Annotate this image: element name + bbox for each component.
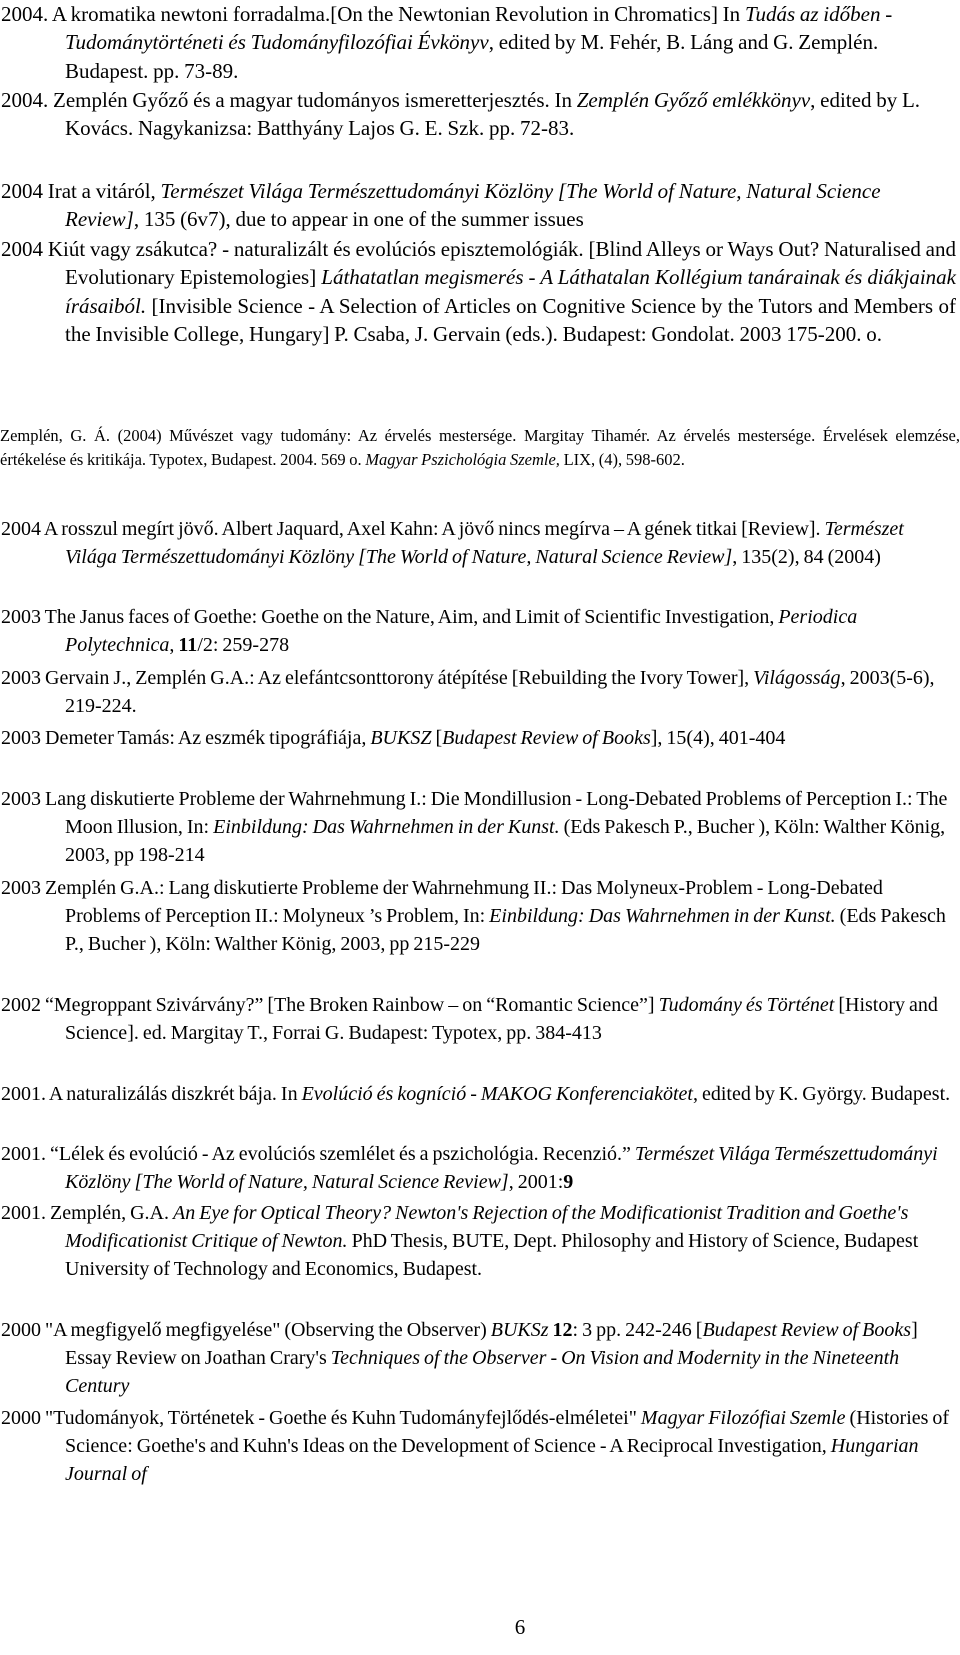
bibliography-entry [1, 874, 956, 959]
bibliography-entry [1, 603, 956, 659]
entry-text: 2001. “Lélek és evolúció - Az evolúciós szemlélet és a pszichológia. Recenzió.” [1, 1143, 635, 1165]
bibliography-entry [1, 1404, 956, 1489]
entry-text: , 135(2), 84 (2004) [732, 546, 881, 569]
bibliography-entry [1, 991, 956, 1047]
bibliography-entry [1, 177, 956, 234]
entry-text: 2003 The Janus faces of Goethe: Goethe on the Nature, Aim, and Limit of Scientific Investigation, [1, 606, 779, 628]
entry-text: , 2001: [508, 1171, 564, 1194]
entry-text: 2001. A naturalizálás diszkrét bája. In [1, 1083, 302, 1105]
italic-title: Budapest Review of Books [702, 1319, 912, 1341]
entry-text: 2003 Gervain J., Zemplén G.A.: Az elefántcsonttorony átépítése [Rebuilding the Ivory Tower], [1, 667, 754, 689]
entry-text: PhD Thesis, BUTE, Dept. Philosophy and History of Science, Budapest University of Technology and Economics, Budapest. [65, 1230, 919, 1281]
entry-text: 2004. A kromatika newtoni forradalma.[On the Newtonian Revolution in Chromatics] In [1, 2, 745, 26]
italic-title: An Eye for Optical Theory? Newton's Rejection of the Modificationist Tradition and Goethe's Modificationist Critique of Newton. [65, 1202, 909, 1253]
entry-text: , edited by L. Kovács. Nagykanizsa: Batthyány Lajos G. E. Szk. pp. 72-83. [65, 88, 921, 141]
bibliography-entry [1, 1316, 956, 1401]
entry-text: 2004. Zemplén Győző és a magyar tudományos ismeretterjesztés. In [1, 88, 577, 112]
italic-title: Zemplén Győző emlékkönyv [576, 88, 811, 112]
italic-title: Techniques of the Observer - On Vision and Modernity in the Nineteenth Century [65, 1347, 900, 1398]
entry-text: , edited by M. Fehér, B. Láng and G. Zemplén. Budapest. pp. 73-89. [65, 30, 879, 83]
italic-title: Einbildung: Das Wahrnehmen in der Kunst. [489, 905, 836, 928]
entry-text: , 135 (6v7), due to appear in one of the summer issues [133, 207, 584, 232]
entry-text: , 2003(5-6), 219-224. [65, 667, 935, 718]
italic-title: BUKSz [490, 1319, 549, 1341]
italic-title: Természet Világa Természettudományi Közlöny [The World of Nature, Natural Science Review] [65, 518, 904, 569]
entry-text: 2002 “Megroppant Szivárvány?” [The Broken Rainbow – on “Romantic Science”] [1, 994, 659, 1016]
bibliography-entry [1, 785, 956, 870]
bibliography-entry [1, 0, 956, 85]
entry-text: ] Essay Review on Joathan Crary's [65, 1319, 918, 1370]
bibliography-entry [1, 1199, 956, 1284]
bibliography-entry [1, 86, 956, 143]
bold-volume: 12 [552, 1319, 573, 1341]
entry-text: ], 15(4), 401-404 [650, 727, 786, 749]
bibliography-entry [1, 235, 956, 349]
entry-text: [ [431, 727, 443, 749]
italic-title: Einbildung: Das Wahrnehmen in der Kunst. [213, 816, 560, 839]
italic-title: Tudás az időben - Tudománytörténeti és Tudományfilozófiai Évkönyv [65, 2, 893, 55]
italic-title: Világosság [753, 667, 841, 689]
entry-text: 2003 Lang diskutierte Probleme der Wahrnehmung I.: Die Mondillusion - Long-Debated Problems of Perception I.: The Moon Illusion, In: [1, 788, 948, 839]
entry-text: 2003 Zemplén G.A.: Lang diskutierte Probleme der Wahrnehmung II.: Das Molyneux-Problem - Long-Debated Problems of Perception II.: Molyneux ’s Problem, In: [1, 877, 883, 928]
bibliography-entry [1, 515, 956, 571]
entry-text: 2000 "Tudományok, Történetek - Goethe és Kuhn Tudományfejlődés-elméletei" [1, 1407, 641, 1429]
entry-text: (Histories of Science: Goethe's and Kuhn's Ideas on the Development of Science - A Reciprocal Investigation, [65, 1407, 950, 1458]
bibliography-entry [1, 1140, 956, 1196]
entry-text: (Eds Pakesch P., Bucher ), Köln: Walther König, 2003, pp 215-229 [65, 905, 946, 956]
page-number: 6 [514, 1615, 526, 1639]
entry-text: , edited by K. György. Budapest. [692, 1083, 951, 1105]
bibliography-entry [1, 1080, 956, 1108]
entry-text: [Invisible Science - A Selection of Articles on Cognitive Science by the Tutors and Members of the Invisible College, Hungary] P. Csaba, J. Gervain (eds.). Budapest: Gondolat. 2003 175-200. o. [65, 293, 956, 347]
italic-title: Láthatatlan megismerés - A Láthatalan Kollégium tanárainak és diákjainak írásaiból. [65, 265, 956, 318]
italic-title: BUKSZ [370, 727, 432, 749]
italic-title: Evolúció és kogníció - MAKOG Konferenciakötet [301, 1083, 693, 1105]
bibliography-entry [0, 424, 960, 472]
italic-title: Tudomány és Történet [658, 994, 835, 1016]
entry-text: /2: 259-278 [197, 634, 290, 657]
entry-text: : 3 pp. 242-246 [ [572, 1319, 703, 1341]
entry-text: (Eds Pakesch P., Bucher ), Köln: Walther König, 2003, pp 198-214 [65, 816, 946, 867]
entry-text: 2001. Zemplén, G.A. [1, 1202, 173, 1224]
bold-volume: 11 [178, 634, 198, 657]
entry-text: 2004 Irat a vitáról, [1, 179, 161, 203]
entry-text: [History and Science]. ed. Margitay T., Forrai G. Budapest: Typotex, pp. 384-413 [65, 994, 938, 1045]
italic-title: Budapest Review of Books [442, 727, 651, 749]
italic-title: Hungarian Journal of [65, 1435, 919, 1486]
entry-text: LIX, (4), 598-602. [559, 450, 685, 469]
bibliography-entry [1, 664, 956, 720]
italic-title: Magyar Filozófiai Szemle [640, 1407, 846, 1429]
bibliography-entry [1, 724, 956, 752]
bold-volume: 9 [563, 1171, 574, 1194]
italic-title: Magyar Pszichológia Szemle, [365, 450, 560, 469]
italic-title: Természet Világa Természettudományi Közlöny [The World of Nature, Natural Science Review] [65, 179, 881, 232]
entry-text: 2003 Demeter Tamás: Az eszmék tipográfiája, [1, 727, 371, 749]
entry-text: , [169, 634, 179, 657]
entry-text: 2004 Kiút vagy zsákutca? - naturalizált és evolúciós episztemológiák. [Blind Alleys or Ways Out? Naturalised and Evolutionary Epistemologies] [1, 237, 956, 290]
italic-title: Természet Világa Természettudományi Közlöny [The World of Nature, Natural Science Review] [65, 1143, 938, 1194]
entry-text: 2004 A rosszul megírt jövő. Albert Jaquard, Axel Kahn: A jövő nincs megírva – A gének titkai [Review]. [1, 518, 825, 540]
entry-text: Zemplén, G. Á. (2004) Művészet vagy tudomány: Az érvelés mestersége. Margitay Tihamér. Az érvelés mestersége. Érvelések elemzése, értékelése és kritikája. Typotex, Budapest. 2004. 569 o. [0, 426, 960, 469]
italic-title: Periodica Polytechnica [65, 606, 858, 657]
entry-text: 2000 "A megfigyelő megfigyelése" (Observing the Observer) [1, 1319, 491, 1341]
